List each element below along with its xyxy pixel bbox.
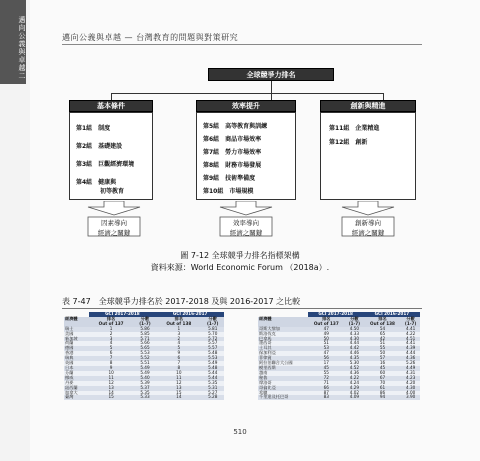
ranking-table-right [258,312,420,400]
value-cell: 5.40 [134,376,157,381]
value-cell: 4.44 [401,351,420,356]
value-cell: 6 [89,351,134,356]
pillar-item: 第4組 健康與 [76,179,117,186]
group-header: GCI 2016-2017 [364,312,420,317]
connector [271,93,272,100]
value-cell: 8 [89,361,134,366]
economy-cell: 紐西蘭 [64,386,89,391]
value-cell: 4.35 [345,356,364,361]
group-header: GCI 2016-2017 [156,312,224,317]
sub-unit: (1-7) [207,320,219,326]
value-cell: 50 [364,351,402,356]
value-cell: 4.24 [345,381,364,386]
economy-cell: 斯洛伐克 [258,332,308,337]
economy-cell: 瑞典 [64,356,89,361]
value-cell: 5 [156,346,201,351]
value-cell: 4 [156,341,201,346]
diagram-top-box: 全球競爭力排名 [208,68,334,81]
value-cell: 12 [89,381,134,386]
column-title-efficiency: 效率提升 [196,100,296,112]
value-cell: 4.33 [345,332,364,337]
value-cell: 45 [308,366,346,371]
value-cell: 5.81 [201,327,224,332]
value-cell: 4.20 [401,381,420,386]
sub-header: 排名 [174,315,184,321]
economy-cell: 丹麥 [64,381,89,386]
value-cell: 5.27 [201,391,224,396]
sub-header: 分數 [208,315,217,321]
ranking-table-left [64,312,224,400]
value-cell: 4.41 [401,341,420,346]
column-title-basic: 基本條件 [69,100,153,112]
value-cell: 5.53 [134,351,157,356]
value-cell: 4.29 [345,386,364,391]
group-header: GCI 2017-2018 [308,312,364,317]
value-cell: 4.49 [401,366,420,371]
economy-cell: 瑞士 [64,327,89,332]
value-cell: 49 [308,332,346,337]
header-rule [62,44,422,45]
value-cell: 66 [308,386,346,391]
sub-header: 排名 [322,315,331,321]
arrow-label [218,218,274,238]
value-cell: 5.86 [134,327,157,332]
value-cell: 5.51 [134,361,157,366]
pillar-item: 第11組 企業精進 [329,125,380,132]
pillar-item: 第7組 勞力市場效率 [203,149,262,156]
value-cell: 70 [364,381,402,386]
value-cell: 4.09 [345,395,364,400]
value-cell: 10 [156,371,201,376]
economy-cell: 荷蘭 [64,341,89,346]
value-cell: 4.36 [401,356,420,361]
column-box-efficiency [196,112,296,200]
economy-cell: 菲律賓 [258,356,308,361]
economy-cell: 新加坡 [64,337,89,342]
value-cell: 5.65 [134,346,157,351]
sub-unit: Out of 138 [166,320,192,326]
economy-cell: 巴拿馬 [258,337,308,342]
value-cell: 5 [89,346,134,351]
value-cell: 45 [364,366,402,371]
arrow-label [86,218,142,238]
value-cell: 9 [156,351,201,356]
sub-unit: Out of 138 [370,320,395,326]
page-number: 510 [233,428,247,436]
value-cell: 7 [89,356,134,361]
column-box-basic [69,112,153,200]
value-cell: 4.41 [401,327,420,332]
value-cell: 4.51 [401,337,420,342]
value-cell: 13 [156,386,201,391]
value-cell: 2 [89,332,134,337]
table-rule [62,308,422,309]
value-cell: 4.00 [401,391,420,396]
value-cell: 11 [156,376,201,381]
value-cell: 1 [156,327,201,332]
value-cell: 4.46 [345,351,364,356]
value-cell: 42 [364,337,402,342]
economy-cell: 日本 [64,366,89,371]
sub-header: 分數 [406,315,415,321]
value-cell: 12 [156,381,201,386]
value-cell: 5.72 [201,337,224,342]
group-header: GCI 2017-2018 [89,312,157,317]
value-cell: 5.33 [134,395,157,400]
sub-header: 排名 [106,315,116,321]
pillar-item: 第10組 市場規模 [203,188,254,195]
economy-cell: 模里西斯 [258,366,308,371]
arrow-label-line: 經濟之關鍵 [97,229,131,237]
value-cell: 5.35 [201,381,224,386]
sub-unit: (1-7) [139,320,151,326]
pillar-item: 第3組 巨觀經濟環境 [76,161,135,168]
value-cell: 5.37 [134,386,157,391]
column-box-innovation [320,112,416,200]
economy-cell: 加拿大 [64,391,89,396]
connector [111,93,112,100]
value-cell: 54 [364,327,402,332]
value-cell: 47 [308,351,346,356]
value-cell: 67 [364,376,402,381]
economy-cell: 挪威 [64,376,89,381]
value-cell: 8 [156,366,201,371]
value-cell: 3 [156,332,201,337]
value-cell: 17 [308,361,346,366]
value-cell: 5.70 [201,332,224,337]
framework-diagram [66,62,416,237]
chapter-side-tab: 邁向公義與卓越二 [0,0,26,84]
value-cell: 72 [308,376,346,381]
connector [271,81,272,93]
value-cell: 71 [308,381,346,386]
value-cell: 4.42 [345,346,364,351]
value-cell: 5.48 [201,366,224,371]
economy-cell: 越南 [258,371,308,376]
value-cell: 11 [89,376,134,381]
sub-header: 排名 [378,315,387,321]
value-cell: 4 [89,341,134,346]
economy-cell: 哥倫比亞 [258,386,308,391]
value-cell: 5.28 [201,395,224,400]
value-cell: 4.23 [401,376,420,381]
table-row [64,395,224,400]
pillar-item: 第8組 財務市場發展 [203,162,262,169]
pillar-item: 第9組 技術準備度 [203,175,256,182]
value-cell: 5.66 [134,341,157,346]
value-cell: 5.53 [201,356,224,361]
pillar-item: 第5組 高等教育與訓練 [203,123,268,130]
sub-unit: Out of 137 [313,320,339,326]
value-cell: 55 [364,346,402,351]
sub-unit: Out of 137 [98,320,124,326]
value-cell: 5.49 [134,366,157,371]
value-cell: 15 [89,395,134,400]
value-cell: 5.31 [201,386,224,391]
connector [383,93,384,100]
value-cell: 60 [364,371,402,376]
value-cell: 5.85 [134,332,157,337]
table-title: 表 7-47 全球競爭力排名於 2017-2018 及與 2016-2017 之比較 [62,297,301,306]
table-row [258,395,420,400]
economy-cell: 美國 [64,332,89,337]
arrow-label [340,218,396,238]
economy-cell: 希臘 [258,391,308,396]
value-cell: 5.49 [134,371,157,376]
value-cell: 86 [364,391,402,396]
connector [111,93,383,94]
economy-cell: 秘魯 [258,376,308,381]
value-cell: 4.36 [345,371,364,376]
arrow-label-line: 經濟之關鍵 [229,229,263,237]
value-cell: 5.48 [201,351,224,356]
value-cell: 14 [89,391,134,396]
value-cell: 5.30 [345,361,364,366]
value-cell: 56 [308,356,346,361]
value-cell: 9 [89,366,134,371]
value-cell: 5.57 [201,346,224,351]
value-cell: 2 [156,337,201,342]
arrow-label-line: 因素導向 [101,219,127,227]
value-cell: 4.52 [345,366,364,371]
arrow-label-line: 經濟之關鍵 [351,229,385,237]
sub-unit: (1-7) [348,320,361,326]
arrow-label-line: 創新導向 [355,219,381,227]
value-cell: 4.22 [401,332,420,337]
value-cell: 5.26 [401,361,420,366]
arrow-label-line: 效率導向 [233,219,259,227]
value-cell: 3 [89,337,134,342]
value-cell: 5.71 [134,337,157,342]
col-header: 經濟體 [259,315,272,321]
pillar-item: 第12組 創新 [329,139,368,146]
value-cell: 14 [156,395,201,400]
economy-cell: 芬蘭 [64,371,89,376]
value-cell: 83 [308,395,346,400]
value-cell: 5.44 [201,376,224,381]
value-cell: 50 [308,337,346,342]
figure-caption: 圖 7-12 全球競爭力排名指標架構 [180,251,300,260]
value-cell: 4.31 [401,371,420,376]
value-cell: 47 [308,327,346,332]
economy-cell: 英國 [64,361,89,366]
value-cell: 13 [89,386,134,391]
economy-cell: 千里達及托巴哥 [258,395,308,400]
value-cell: 5.52 [134,356,157,361]
value-cell: 5.49 [201,361,224,366]
economy-cell: 香港 [64,351,89,356]
sub-header: 分數 [140,315,150,321]
figure-source: 資料來源：World Economic Forum （2018a）. [150,263,330,272]
value-cell: 61 [364,386,402,391]
pillar-item: 第2組 基礎建設 [76,143,123,150]
economy-cell: 摩洛哥 [258,381,308,386]
value-cell: 5.39 [134,381,157,386]
pillar-item: 第6組 商品市場效率 [203,136,262,143]
value-cell: 6 [156,356,201,361]
value-cell: 51 [364,341,402,346]
economy-cell: 德國 [64,346,89,351]
pillar-item: 初等教育 [76,188,125,195]
value-cell: 10 [89,371,134,376]
value-cell: 4.30 [401,386,420,391]
value-cell: 65 [364,332,402,337]
value-cell: 51 [308,341,346,346]
value-cell: 15 [156,391,201,396]
value-cell: 4.44 [345,341,364,346]
value-cell: 3.90 [401,395,420,400]
value-cell: 16 [364,361,402,366]
value-cell: 57 [364,356,402,361]
value-cell: 94 [364,395,402,400]
value-cell: 1 [89,327,134,332]
economy-cell: 臺灣 [64,395,89,400]
value-cell: 87 [308,391,346,396]
column-title-innovation: 創新與精進 [320,100,416,112]
economy-cell: 哥斯大黎加 [258,327,308,332]
col-header: 經濟體 [65,315,78,321]
value-cell: 5.57 [201,341,224,346]
value-cell: 5.44 [201,371,224,376]
value-cell: 53 [308,346,346,351]
economy-cell: 墨西哥 [258,341,308,346]
value-cell: 4.22 [345,376,364,381]
value-cell: 4.39 [401,346,420,351]
value-cell: 4.30 [345,337,364,342]
economy-cell: 阿拉伯聯合大公國 [258,361,308,366]
value-cell: 5.35 [134,391,157,396]
value-cell: 4.02 [345,391,364,396]
running-header: 邁向公義與卓越 — 台灣教育的問題與對策研究 [62,33,239,42]
sub-unit: (1-7) [404,320,417,326]
value-cell: 55 [308,371,346,376]
value-cell: 7 [156,361,201,366]
pillar-item: 第1組 制度 [76,125,111,132]
value-cell: 4.50 [345,327,364,332]
economy-cell: 土耳其 [258,346,308,351]
sub-header: 分數 [350,315,359,321]
economy-cell: 保加利亞 [258,351,308,356]
